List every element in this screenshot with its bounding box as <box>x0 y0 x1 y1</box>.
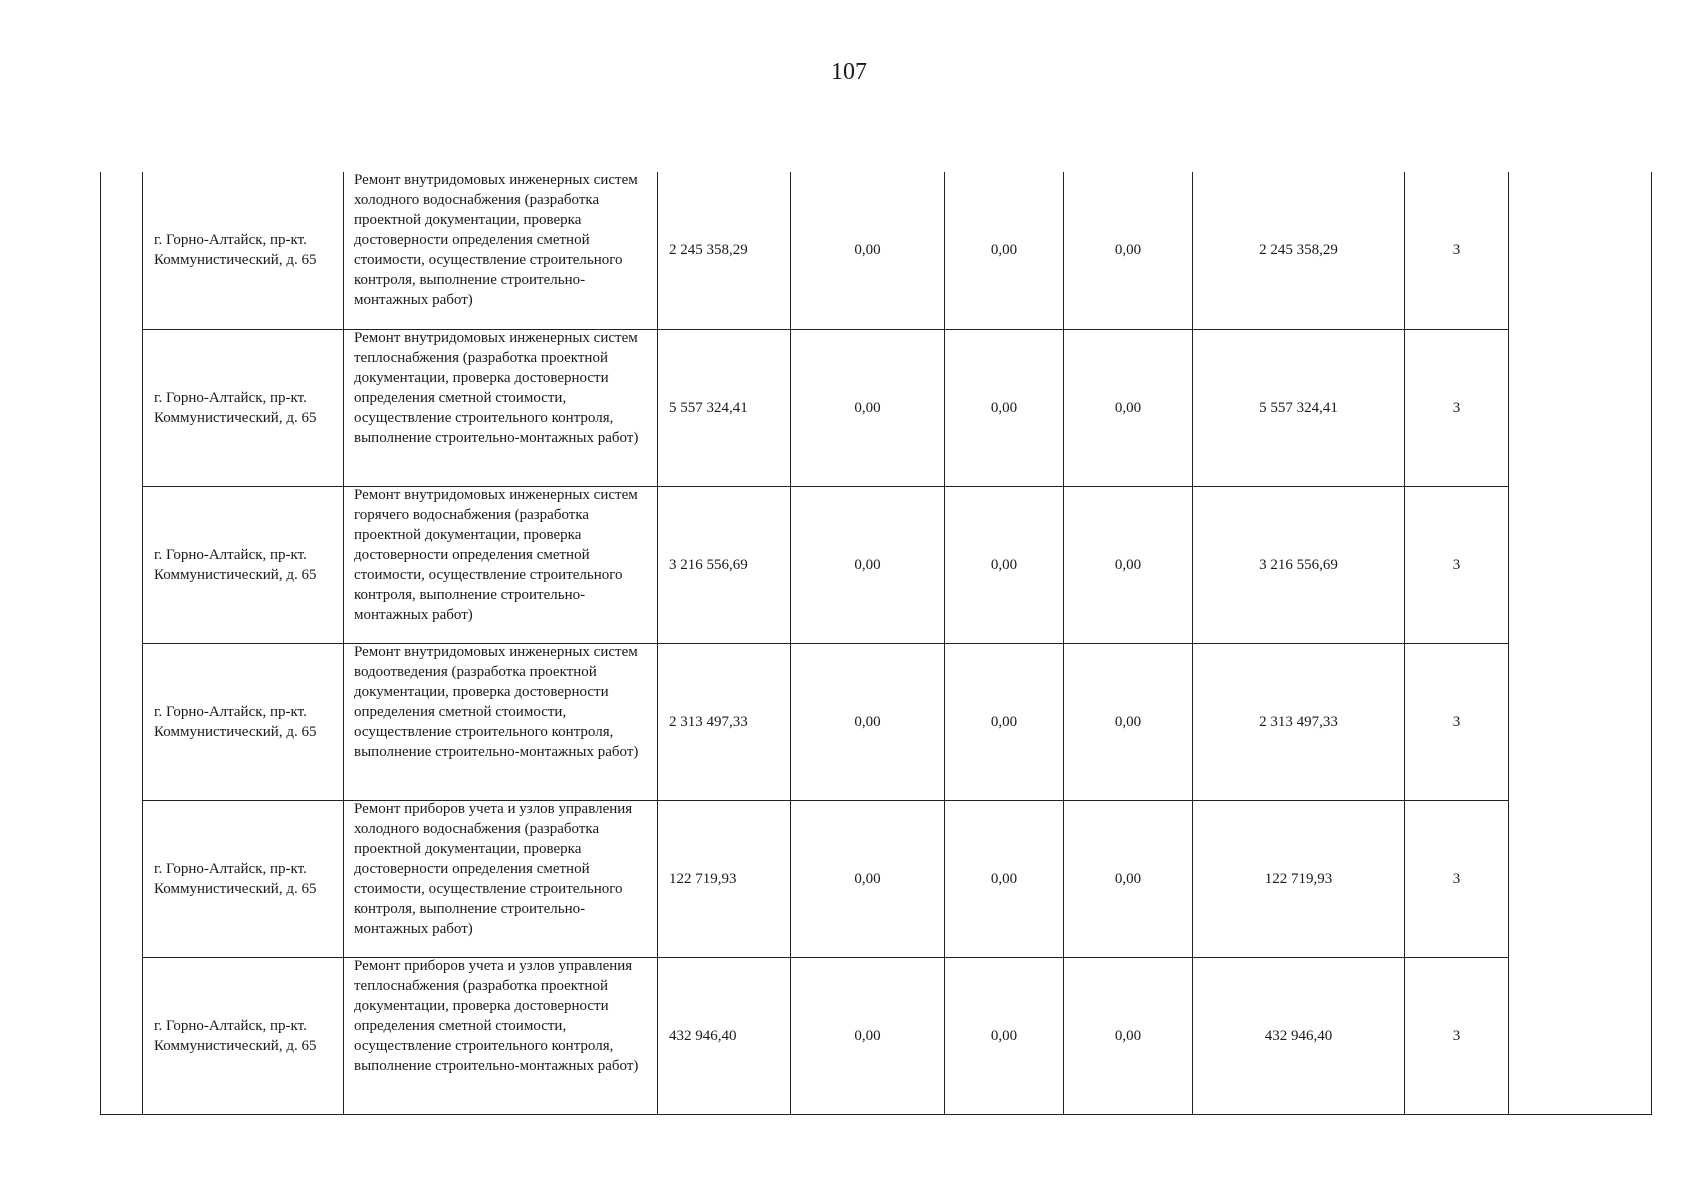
funding-value-5: 0,00 <box>990 870 1018 887</box>
work-description-cell <box>344 329 658 486</box>
page-number: 107 <box>831 59 867 85</box>
period-cell <box>1405 486 1509 643</box>
total-cost-value: 3 216 556,69 <box>669 556 748 573</box>
work-description-text: Ремонт внутридомовых инженерных систем холодного водоснабжения (разработка проектной документации, проверка достоверности определения сметной стоимости, осуществление строительного контроля, выполнение строительно-монтажных работ) <box>354 172 638 308</box>
total-cost-value: 432 946,40 <box>669 1027 737 1044</box>
address-text: г. Горно-Алтайск, пр-кт. Коммунистический, д. 65 <box>154 389 317 426</box>
funding-value-5: 0,00 <box>990 556 1018 573</box>
funding-value-4: 0,00 <box>854 242 881 259</box>
period-value: 3 <box>1452 1027 1461 1044</box>
work-description-text: Ремонт приборов учета и узлов управления теплоснабжения (разработка проектной документации, проверка достоверности определения сметной стоимости, осуществление строительного контроля, выполнение строительно-монтажных работ) <box>354 957 639 1074</box>
period-cell <box>1405 957 1509 1114</box>
funding-cell-4 <box>791 800 945 957</box>
funding-cell-5 <box>945 800 1064 957</box>
last-cell <box>1509 329 1652 486</box>
owner-funds-value: 3 216 556,69 <box>1259 556 1338 573</box>
period-cell <box>1405 172 1509 329</box>
funding-value-6: 0,00 <box>1114 870 1142 887</box>
address-cell <box>143 486 344 643</box>
funding-value-4: 0,00 <box>854 399 881 416</box>
address-cell <box>143 172 344 329</box>
work-description-text: Ремонт приборов учета и узлов управления холодного водоснабжения (разработка проектной документации, проверка достоверности определения сметной стоимости, осуществление строительного контроля, выполнение строительно-монтажных работ) <box>354 800 633 937</box>
table-row <box>101 957 1652 1114</box>
funding-cell-6 <box>1064 329 1193 486</box>
funding-cell-4 <box>791 957 945 1114</box>
address-cell <box>143 329 344 486</box>
work-description-cell <box>344 643 658 800</box>
owner-funds-cell <box>1193 486 1405 643</box>
funding-cell-5 <box>945 329 1064 486</box>
last-cell <box>1509 486 1652 643</box>
last-cell <box>1509 800 1652 957</box>
repair-budget-table <box>100 172 1652 1115</box>
period-cell <box>1405 643 1509 800</box>
total-cost-cell <box>658 329 791 486</box>
funding-value-5: 0,00 <box>990 399 1018 416</box>
period-value: 3 <box>1452 242 1461 259</box>
work-description-cell <box>344 957 658 1114</box>
funding-value-6: 0,00 <box>1114 1027 1142 1044</box>
funding-value-6: 0,00 <box>1114 399 1142 416</box>
period-value: 3 <box>1452 713 1461 730</box>
owner-funds-cell <box>1193 329 1405 486</box>
last-cell <box>1509 957 1652 1114</box>
funding-cell-4 <box>791 172 945 329</box>
funding-value-4: 0,00 <box>854 870 881 887</box>
last-cell <box>1509 172 1652 329</box>
funding-value-6: 0,00 <box>1114 713 1142 730</box>
owner-funds-value: 432 946,40 <box>1264 1027 1333 1044</box>
funding-value-5: 0,00 <box>990 242 1018 259</box>
owner-funds-value: 2 313 497,33 <box>1259 713 1338 730</box>
funding-cell-5 <box>945 486 1064 643</box>
funding-cell-6 <box>1064 957 1193 1114</box>
period-value: 3 <box>1452 556 1461 573</box>
work-description-cell <box>344 486 658 643</box>
work-description-text: Ремонт внутридомовых инженерных систем горячего водоснабжения (разработка проектной документации, проверка достоверности определения сметной стоимости, осуществление строительного контроля, выполнение строительно-монтажных работ) <box>354 486 638 623</box>
funding-cell-4 <box>791 643 945 800</box>
owner-funds-cell <box>1193 800 1405 957</box>
address-text: г. Горно-Алтайск, пр-кт. Коммунистический, д. 65 <box>154 1017 317 1054</box>
table-body <box>101 172 1652 1114</box>
owner-funds-cell <box>1193 643 1405 800</box>
row-index-cell <box>101 800 143 957</box>
funding-value-6: 0,00 <box>1114 242 1142 259</box>
funding-cell-6 <box>1064 643 1193 800</box>
table-row <box>101 172 1652 329</box>
funding-cell-4 <box>791 486 945 643</box>
owner-funds-value: 2 245 358,29 <box>1259 242 1338 259</box>
funding-cell-6 <box>1064 486 1193 643</box>
funding-cell-6 <box>1064 172 1193 329</box>
last-cell <box>1509 643 1652 800</box>
owner-funds-value: 122 719,93 <box>1264 870 1333 887</box>
total-cost-cell <box>658 800 791 957</box>
address-text: г. Горно-Алтайск, пр-кт. Коммунистический, д. 65 <box>154 703 317 740</box>
address-cell <box>143 957 344 1114</box>
total-cost-cell <box>658 486 791 643</box>
work-description-text: Ремонт внутридомовых инженерных систем водоотведения (разработка проектной документации, проверка достоверности определения сметной стоимости, осуществление строительного контроля, выполнение строительно-монтажных работ) <box>354 643 639 760</box>
work-description-cell <box>344 172 658 329</box>
address-text: г. Горно-Алтайск, пр-кт. Коммунистический, д. 65 <box>154 232 317 269</box>
table-row <box>101 800 1652 957</box>
total-cost-value: 122 719,93 <box>669 870 737 887</box>
table-row <box>101 486 1652 643</box>
row-index-cell <box>101 957 143 1114</box>
owner-funds-cell <box>1193 172 1405 329</box>
funding-value-4: 0,00 <box>854 713 881 730</box>
table-row <box>101 643 1652 800</box>
work-description-text: Ремонт внутридомовых инженерных систем теплоснабжения (разработка проектной документации, проверка достоверности определения сметной стоимости, осуществление строительного контроля, выполнение строительно-монтажных работ) <box>354 329 639 446</box>
row-index-cell <box>101 172 143 329</box>
funding-value-5: 0,00 <box>990 713 1018 730</box>
funding-cell-4 <box>791 329 945 486</box>
funding-value-4: 0,00 <box>854 1027 881 1044</box>
total-cost-cell <box>658 643 791 800</box>
table-row <box>101 329 1652 486</box>
row-index-cell <box>101 486 143 643</box>
owner-funds-value: 5 557 324,41 <box>1259 399 1338 416</box>
funding-value-6: 0,00 <box>1114 556 1142 573</box>
address-text: г. Горно-Алтайск, пр-кт. Коммунистический, д. 65 <box>154 546 317 583</box>
funding-value-5: 0,00 <box>990 1027 1018 1044</box>
funding-cell-5 <box>945 643 1064 800</box>
owner-funds-cell <box>1193 957 1405 1114</box>
funding-cell-5 <box>945 172 1064 329</box>
address-cell <box>143 643 344 800</box>
row-index-cell <box>101 643 143 800</box>
period-value: 3 <box>1452 870 1461 887</box>
total-cost-value: 2 313 497,33 <box>669 713 748 730</box>
period-cell <box>1405 329 1509 486</box>
period-cell <box>1405 800 1509 957</box>
funding-value-4: 0,00 <box>854 556 881 573</box>
address-text: г. Горно-Алтайск, пр-кт. Коммунистический, д. 65 <box>154 860 317 897</box>
total-cost-value: 2 245 358,29 <box>669 242 748 259</box>
work-description-cell <box>344 800 658 957</box>
total-cost-cell <box>658 172 791 329</box>
total-cost-value: 5 557 324,41 <box>669 399 748 416</box>
funding-cell-6 <box>1064 800 1193 957</box>
total-cost-cell <box>658 957 791 1114</box>
address-cell <box>143 800 344 957</box>
row-index-cell <box>101 329 143 486</box>
funding-cell-5 <box>945 957 1064 1114</box>
period-value: 3 <box>1452 399 1461 416</box>
